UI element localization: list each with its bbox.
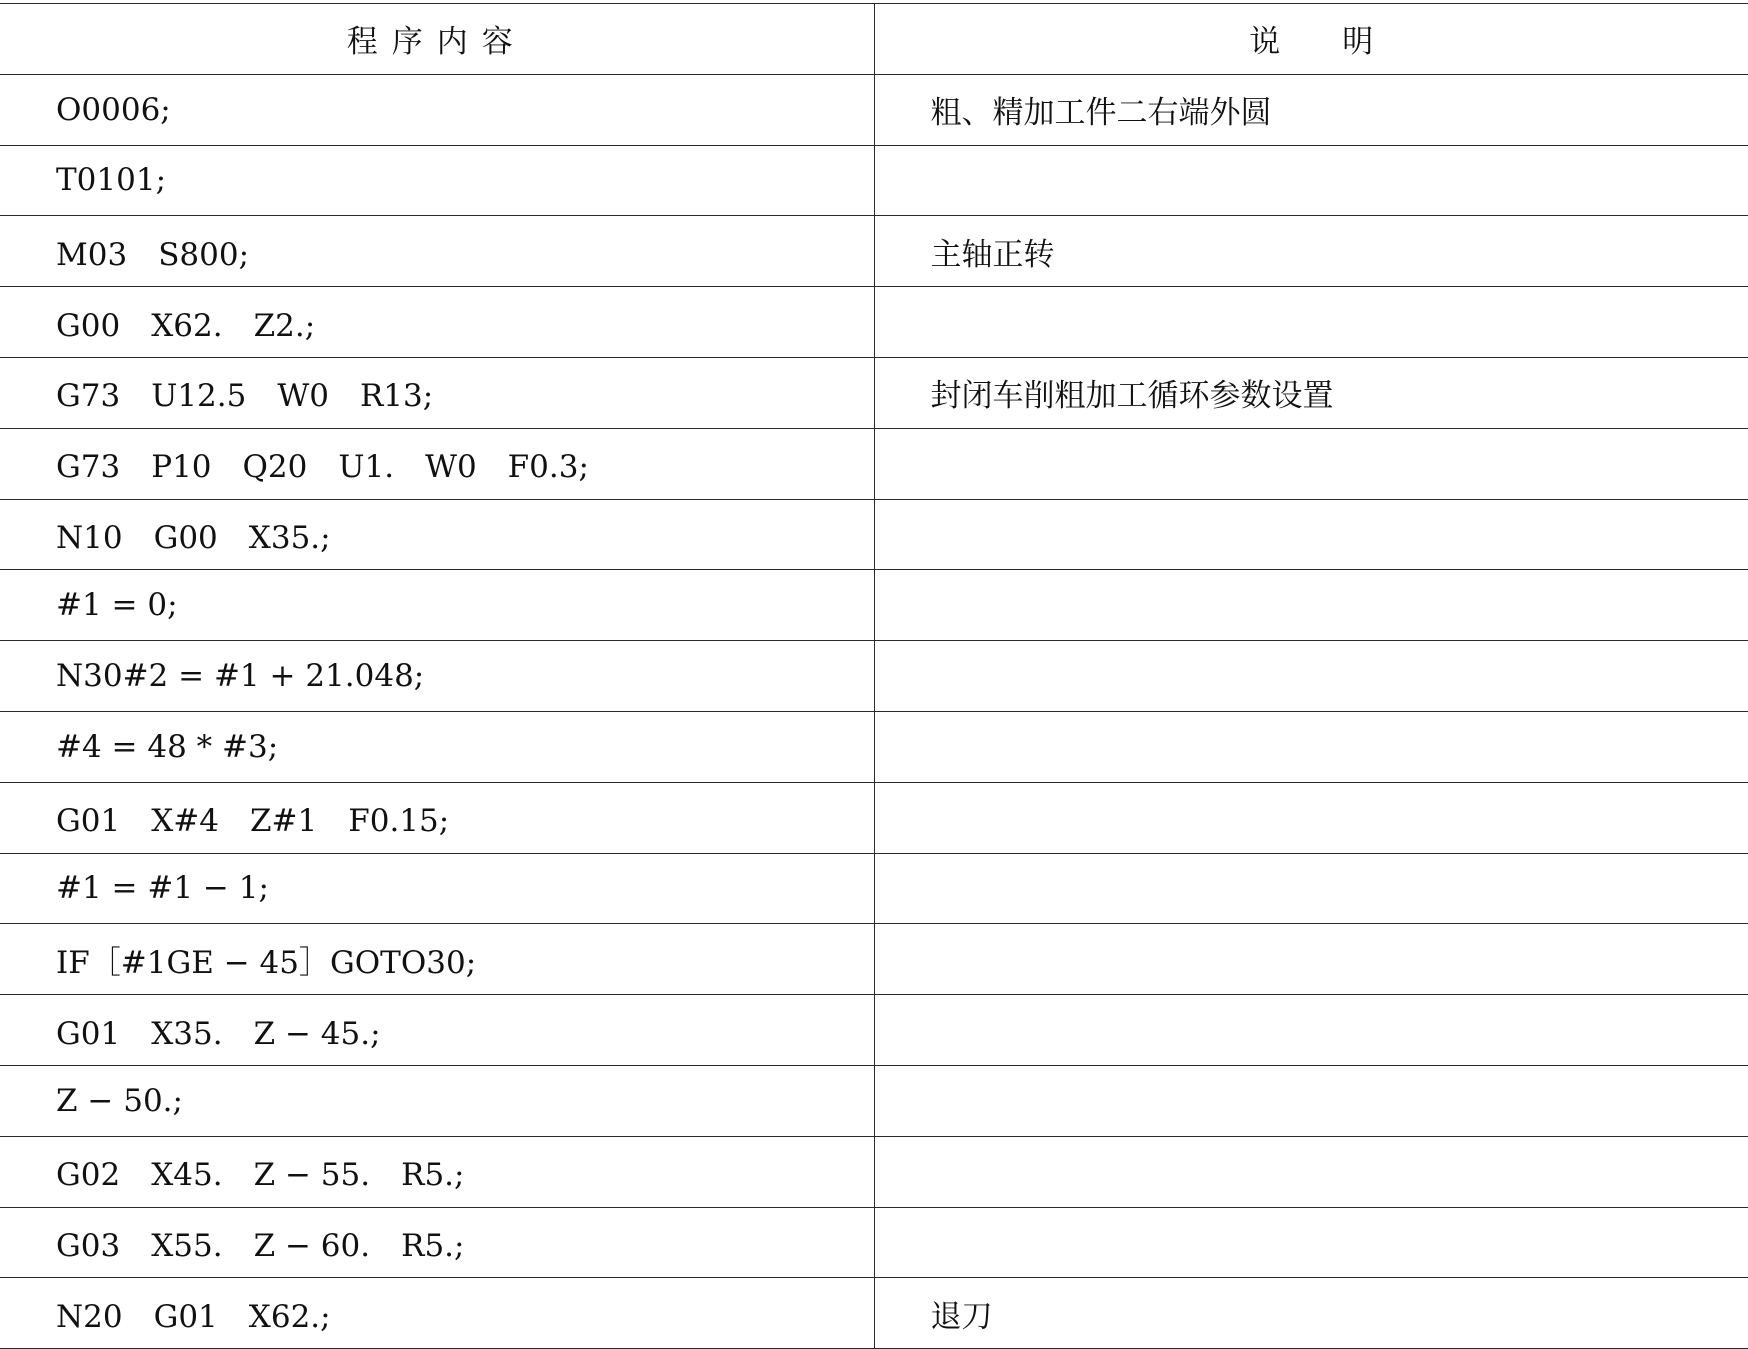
program-line: M03 S800; (0, 216, 874, 287)
program-line: G02 X45. Z − 55. R5.; (0, 1136, 874, 1207)
program-line: N20 G01 X62.; (0, 1278, 874, 1349)
table-row (0, 995, 1748, 1066)
program-line: IF［#1GE − 45］GOTO30; (0, 924, 874, 995)
program-note (874, 853, 1748, 924)
program-note (874, 499, 1748, 570)
table-row (0, 782, 1748, 853)
program-note: 退刀 (874, 1278, 1748, 1349)
table-row (0, 711, 1748, 782)
program-note: 粗、精加工件二右端外圆 (874, 74, 1748, 145)
table-row (0, 570, 1748, 641)
program-line: G01 X35. Z − 45.; (0, 995, 874, 1066)
program-note: 封闭车削粗加工循环参数设置 (874, 357, 1748, 428)
table-row (0, 499, 1748, 570)
note-header: 说 明 (874, 4, 1748, 75)
program-note (874, 145, 1748, 216)
program-note: 主轴正转 (874, 216, 1748, 287)
table-row (0, 853, 1748, 924)
program-line: Z − 50.; (0, 1065, 874, 1136)
program-note (874, 570, 1748, 641)
table-row (0, 216, 1748, 287)
program-note (874, 924, 1748, 995)
program-note (874, 711, 1748, 782)
table-row (0, 74, 1748, 145)
program-line: O0006; (0, 74, 874, 145)
table-row (0, 1278, 1748, 1349)
program-line: N30#2 = #1 + 21.048; (0, 641, 874, 712)
program-content-header: 程序内容 (0, 4, 874, 75)
program-note (874, 1136, 1748, 1207)
table-row (0, 145, 1748, 216)
table-row (0, 357, 1748, 428)
program-line: T0101; (0, 145, 874, 216)
program-note (874, 995, 1748, 1066)
program-line: #1 = #1 − 1; (0, 853, 874, 924)
program-note (874, 1207, 1748, 1278)
table-row (0, 924, 1748, 995)
program-line: G01 X#4 Z#1 F0.15; (0, 782, 874, 853)
table-row (0, 641, 1748, 712)
program-line: G03 X55. Z − 60. R5.; (0, 1207, 874, 1278)
program-note (874, 428, 1748, 499)
program-line: G00 X62. Z2.; (0, 287, 874, 358)
program-note (874, 287, 1748, 358)
program-line: N10 G00 X35.; (0, 499, 874, 570)
program-line: #1 = 0; (0, 570, 874, 641)
table-header-row (0, 4, 1748, 75)
table-row (0, 1136, 1748, 1207)
program-line: G73 P10 Q20 U1. W0 F0.3; (0, 428, 874, 499)
program-note (874, 1065, 1748, 1136)
program-line: G73 U12.5 W0 R13; (0, 357, 874, 428)
program-line: #4 = 48 * #3; (0, 711, 874, 782)
program-note (874, 641, 1748, 712)
table-row (0, 1065, 1748, 1136)
program-note (874, 782, 1748, 853)
table-row (0, 287, 1748, 358)
program-table (0, 3, 1748, 1349)
table-row (0, 428, 1748, 499)
table-row (0, 1207, 1748, 1278)
